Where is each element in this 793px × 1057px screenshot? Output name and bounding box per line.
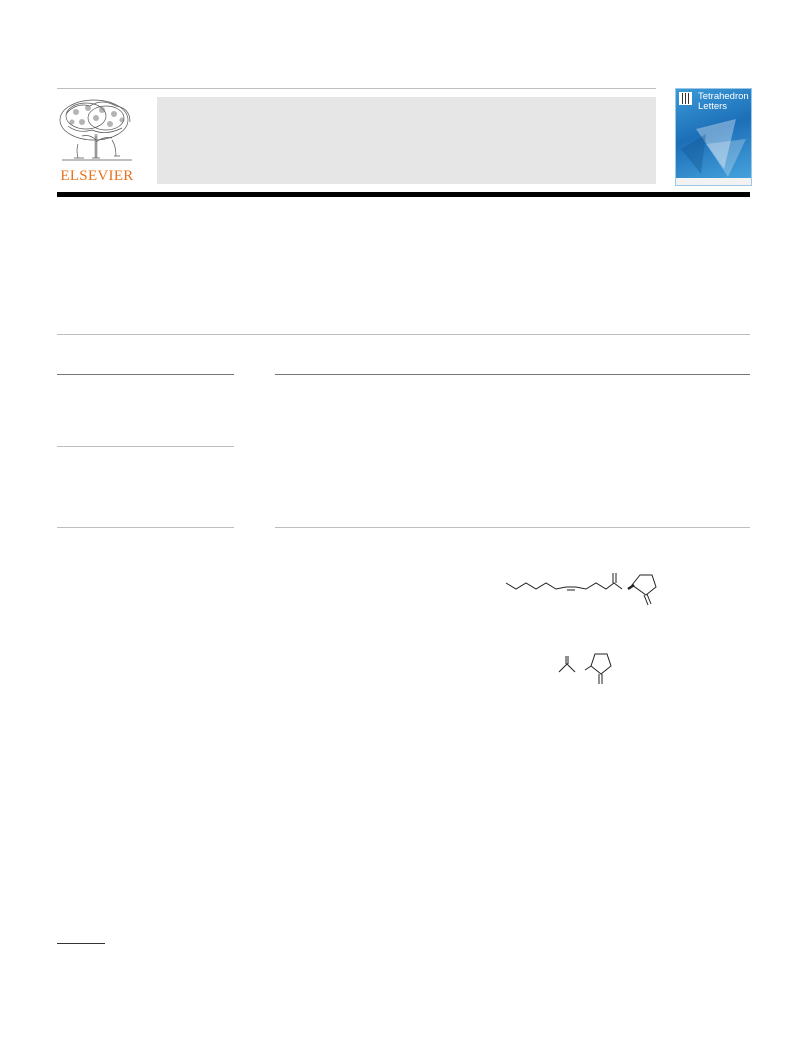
header-bottom-rule [57,192,750,197]
right-column-rule-2 [275,527,750,528]
chemical-structure-1 [500,565,670,615]
isopropylidene [559,664,575,672]
header-top-rule [57,88,656,89]
cover-footer-strip [676,178,751,185]
cover-art [676,89,751,185]
journal-banner [157,97,656,184]
footnote-rule [57,943,105,944]
chemical-structure-2 [555,652,625,692]
cover-title-line1: Tetrahedron [698,91,749,102]
left-column-rule-3 [57,527,234,528]
ring-carbonyl-a [644,595,648,605]
methyl-bond [585,666,591,670]
left-column-rule-1 [57,374,234,375]
elsevier-wordmark: ELSEVIER [60,168,134,184]
alkyl-chain [506,583,622,589]
wedge-bond [628,585,634,589]
article-info-top-rule [57,334,750,335]
right-column-rule-1 [275,374,750,375]
cover-title-line2: Letters [698,101,728,112]
elsevier-tree-icon [56,96,138,166]
lactone-ring-2 [591,654,611,674]
lactone-ring [632,575,656,595]
ring-carbonyl-b [647,594,651,604]
left-column-rule-2 [57,446,234,447]
elsevier-logo [56,96,138,184]
journal-cover [675,88,752,186]
